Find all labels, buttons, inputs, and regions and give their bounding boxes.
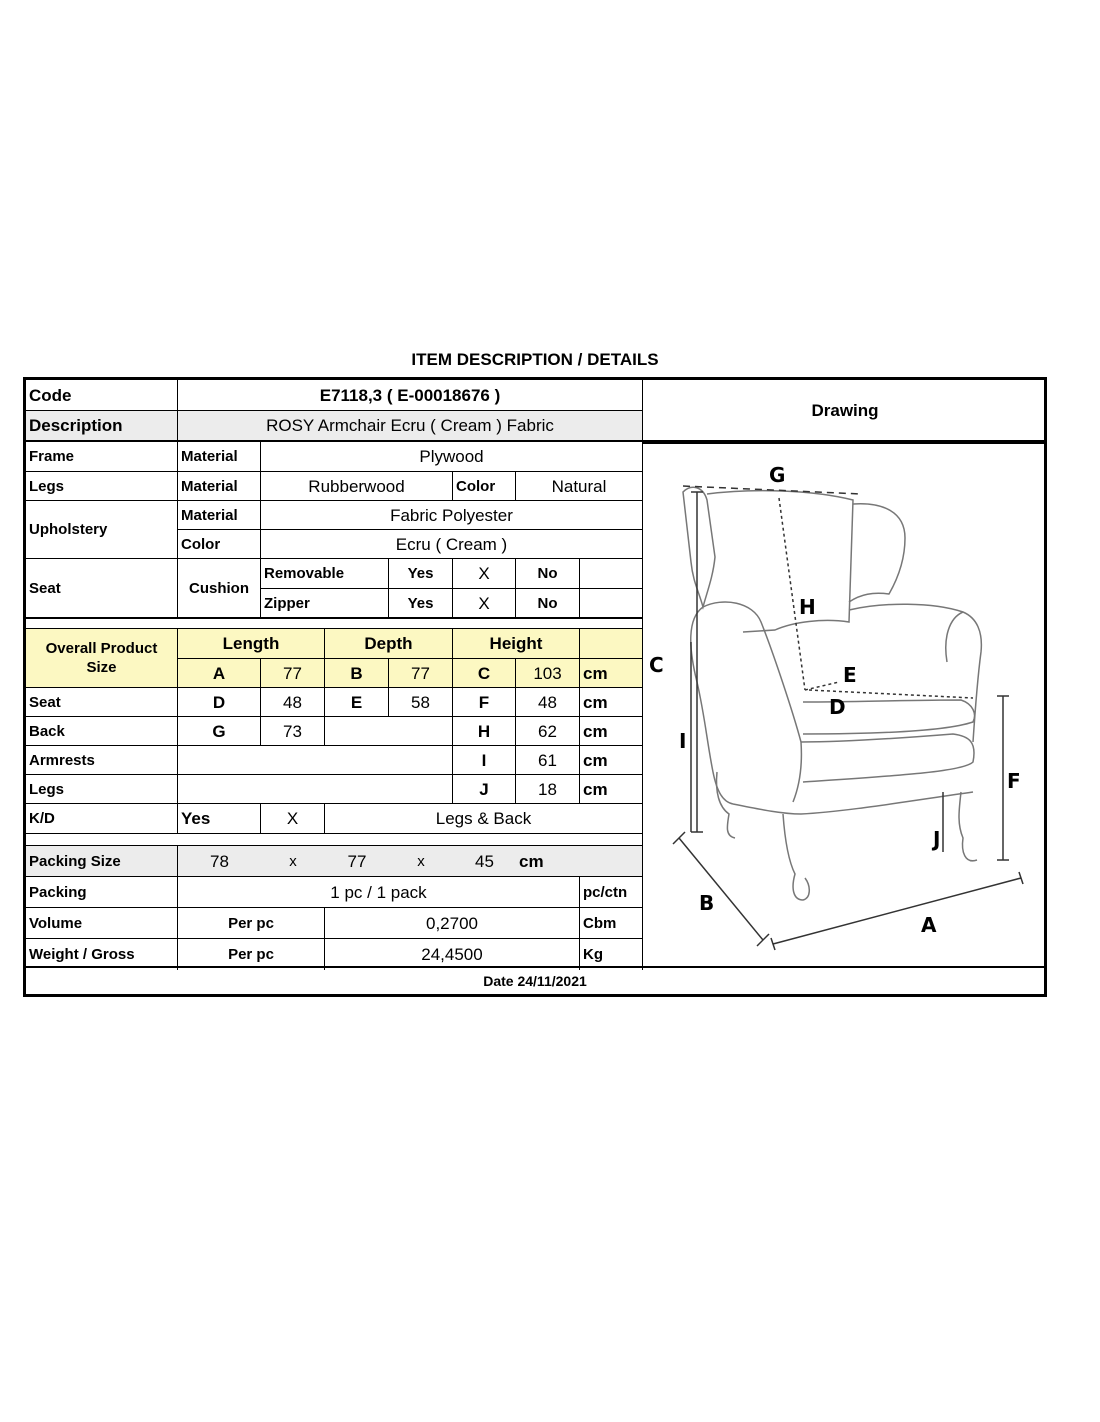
code-value: E7118,3 ( E-00018676 ) — [178, 380, 643, 411]
upholstery-color: Ecru ( Cream ) — [261, 530, 643, 559]
legs-material-label: Material — [178, 472, 261, 501]
weight-value: 24,4500 — [325, 939, 580, 970]
drawing-letter-b: B — [699, 891, 715, 915]
legs-material: Rubberwood — [261, 472, 453, 501]
drawing-letter-g: G — [769, 463, 786, 487]
seat-spec-label: Seat — [26, 559, 178, 619]
drawing-letter-c: C — [649, 653, 664, 677]
dim-e: E — [325, 688, 389, 717]
volume-value: 0,2700 — [325, 908, 580, 939]
dim-h: H — [453, 717, 516, 746]
drawing-title: Drawing — [643, 380, 1047, 444]
description-label: Description — [26, 411, 178, 442]
zipper-no: No — [516, 589, 580, 619]
packing-size-length: 78 — [178, 846, 261, 877]
dimension-lines — [673, 486, 1023, 950]
drawing-letter-h: H — [799, 595, 816, 619]
dim-c-value: 103 — [516, 659, 580, 688]
code-label: Code — [26, 380, 178, 411]
dim-back-unit: cm — [580, 717, 643, 746]
armrests-label: Armrests — [26, 746, 178, 775]
dim-c: C — [453, 659, 516, 688]
frame-material-label: Material — [178, 442, 261, 472]
legs-color: Natural — [516, 472, 643, 501]
upholstery-color-label: Color — [178, 530, 261, 559]
removable-mark: X — [453, 559, 516, 589]
dim-b: B — [325, 659, 389, 688]
packing-size-x1: x — [261, 846, 325, 877]
dim-legs-unit: cm — [580, 775, 643, 804]
upholstery-material-label: Material — [178, 501, 261, 530]
dim-overall-unit: cm — [580, 659, 643, 688]
dim-d: D — [178, 688, 261, 717]
dim-f-value: 48 — [516, 688, 580, 717]
seat-cushion-label: Cushion — [178, 559, 261, 619]
upholstery-material: Fabric Polyester — [261, 501, 643, 530]
legs-label: Legs — [26, 472, 178, 501]
dim-i: I — [453, 746, 516, 775]
legs-color-label: Color — [453, 472, 516, 501]
date-footer: Date 24/11/2021 — [26, 966, 1044, 994]
dim-h-value: 62 — [516, 717, 580, 746]
kd-value: Yes — [178, 804, 261, 834]
weight-label: Weight / Gross — [26, 939, 178, 970]
packing-value: 1 pc / 1 pack — [178, 877, 580, 908]
zipper-yes: Yes — [389, 589, 453, 619]
removable-no: No — [516, 559, 580, 589]
dimension-letters — [649, 463, 1021, 937]
kd-label: K/D — [26, 804, 178, 834]
frame-material: Plywood — [261, 442, 643, 472]
frame-label: Frame — [26, 442, 178, 472]
upholstery-label: Upholstery — [26, 501, 178, 559]
drawing-letter-f: F — [1007, 769, 1021, 793]
seat-dims-label: Seat — [26, 688, 178, 717]
drawing-letter-e: E — [843, 663, 857, 687]
description-value: ROSY Armchair Ecru ( Cream ) Fabric — [178, 411, 643, 442]
dim-e-value: 58 — [389, 688, 453, 717]
dim-j-value: 18 — [516, 775, 580, 804]
dim-g-value: 73 — [261, 717, 325, 746]
weight-per: Per pc — [178, 939, 325, 970]
back-dims-label: Back — [26, 717, 178, 746]
drawing-letter-i: I — [679, 729, 687, 753]
dim-f: F — [453, 688, 516, 717]
dim-a-value: 77 — [261, 659, 325, 688]
drawing-letter-j: J — [933, 827, 941, 851]
removable-yes: Yes — [389, 559, 453, 589]
dim-i-value: 61 — [516, 746, 580, 775]
dim-b-value: 77 — [389, 659, 453, 688]
document-title: ITEM DESCRIPTION / DETAILS — [411, 350, 659, 369]
dim-armrests-unit: cm — [580, 746, 643, 775]
kd-mark: X — [261, 804, 325, 834]
packing-size-label: Packing Size — [26, 846, 178, 877]
drawing-letter-d: D — [829, 695, 846, 719]
height-header: Height — [453, 629, 580, 659]
armchair-dimension-drawing — [643, 442, 1047, 970]
length-header: Length — [178, 629, 325, 659]
dim-d-value: 48 — [261, 688, 325, 717]
dim-j: J — [453, 775, 516, 804]
dim-g: G — [178, 717, 261, 746]
volume-label: Volume — [26, 908, 178, 939]
spec-sheet — [23, 377, 1047, 997]
overall-size-label: Overall Product Size — [26, 629, 178, 688]
zipper-label: Zipper — [261, 589, 389, 619]
zipper-mark: X — [453, 589, 516, 619]
packing-unit: pc/ctn — [580, 877, 643, 908]
packing-size-height: 45 — [453, 846, 516, 877]
packing-size-unit: cm — [516, 846, 580, 877]
kd-parts: Legs & Back — [325, 804, 643, 834]
drawing-letter-a: A — [921, 913, 937, 937]
removable-label: Removable — [261, 559, 389, 589]
dim-seat-unit: cm — [580, 688, 643, 717]
packing-size-x2: x — [389, 846, 453, 877]
weight-unit: Kg — [580, 939, 643, 970]
depth-header: Depth — [325, 629, 453, 659]
volume-per: Per pc — [178, 908, 325, 939]
packing-size-width: 77 — [325, 846, 389, 877]
volume-unit: Cbm — [580, 908, 643, 939]
packing-label: Packing — [26, 877, 178, 908]
legs-dims-label: Legs — [26, 775, 178, 804]
dim-a: A — [178, 659, 261, 688]
